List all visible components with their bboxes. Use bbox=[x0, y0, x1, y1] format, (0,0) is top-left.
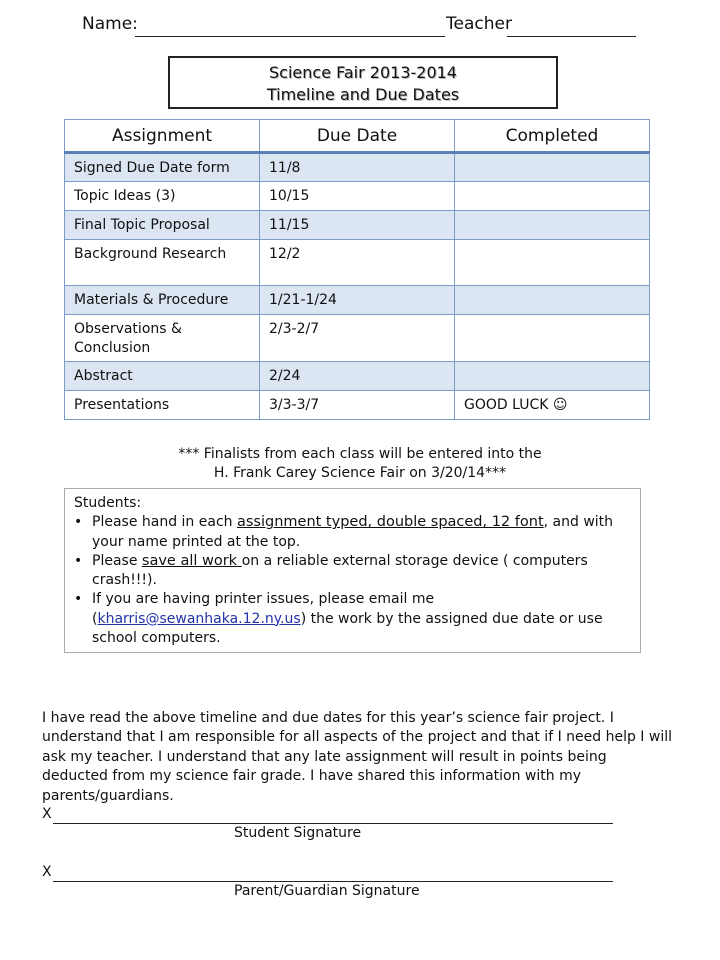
teacher-blank[interactable] bbox=[507, 36, 636, 37]
table-row bbox=[65, 182, 650, 211]
assignment-cell: Final Topic Proposal bbox=[65, 211, 260, 240]
student-signature-mark: X bbox=[42, 806, 52, 822]
completed-cell[interactable] bbox=[455, 315, 650, 362]
assignment-cell: Observations & Conclusion bbox=[65, 315, 260, 362]
parent-signature-line[interactable] bbox=[53, 881, 613, 882]
title-line-1: Science Fair 2013-2014 bbox=[269, 63, 457, 82]
table-row bbox=[65, 362, 650, 391]
title-line-2: Timeline and Due Dates bbox=[266, 85, 460, 104]
completed-cell[interactable] bbox=[455, 153, 650, 182]
table-row bbox=[65, 286, 650, 315]
due-date-cell: 10/15 bbox=[260, 182, 455, 211]
title-box bbox=[168, 56, 558, 109]
student-signature-line[interactable] bbox=[53, 823, 613, 824]
table-row bbox=[65, 211, 650, 240]
completed-cell[interactable]: GOOD LUCK ☺ bbox=[455, 391, 650, 420]
email-link[interactable]: kharris@sewanhaka.12.ny.us bbox=[97, 610, 301, 627]
finalists-note bbox=[100, 445, 620, 483]
table-row bbox=[65, 315, 650, 362]
due-date-cell: 3/3-3/7 bbox=[260, 391, 455, 420]
due-date-cell: 2/3-2/7 bbox=[260, 315, 455, 362]
assignment-cell: Topic Ideas (3) bbox=[65, 182, 260, 211]
assignment-cell: Abstract bbox=[65, 362, 260, 391]
due-date-cell: 11/8 bbox=[260, 153, 455, 182]
due-date-cell: 12/2 bbox=[260, 240, 455, 286]
column-header-assignment: Assignment bbox=[65, 120, 260, 153]
assignment-cell: Presentations bbox=[65, 391, 260, 420]
completed-cell[interactable] bbox=[455, 286, 650, 315]
header-line bbox=[82, 14, 642, 40]
item-text: on a reliable external storage device ( computers crash!!!). bbox=[92, 552, 588, 589]
name-blank[interactable] bbox=[135, 36, 445, 37]
completed-cell[interactable] bbox=[455, 362, 650, 391]
item-emphasis: assignment typed, double spaced, 12 font bbox=[236, 514, 544, 531]
instructions-list bbox=[74, 513, 631, 648]
item-text: , and with your name printed at the top. bbox=[92, 514, 614, 550]
completed-cell[interactable] bbox=[455, 240, 650, 286]
name-label: Name: bbox=[82, 14, 138, 34]
item-text: If you are having printer issues, please email me ( bbox=[92, 591, 435, 627]
parent-signature-mark: X bbox=[42, 864, 52, 880]
completed-cell[interactable] bbox=[455, 182, 650, 211]
due-date-cell: 11/15 bbox=[260, 211, 455, 240]
students-instructions-box bbox=[64, 488, 641, 653]
student-signature-label: Student Signature bbox=[234, 825, 362, 841]
parent-signature-label: Parent/Guardian Signature bbox=[234, 883, 420, 899]
column-header-completed: Completed bbox=[455, 120, 650, 153]
due-date-cell: 1/21-1/24 bbox=[260, 286, 455, 315]
students-heading: Students: bbox=[74, 495, 142, 511]
assignment-cell: Materials & Procedure bbox=[65, 286, 260, 315]
assignment-cell: Background Research bbox=[65, 240, 260, 286]
finalists-line-1: *** Finalists from each class will be entered into the bbox=[178, 446, 542, 462]
item-text: Please bbox=[92, 552, 142, 569]
table-row bbox=[65, 391, 650, 420]
table-row bbox=[65, 240, 650, 286]
teacher-label: Teacher bbox=[446, 14, 512, 34]
list-item bbox=[74, 552, 631, 591]
list-item bbox=[74, 513, 631, 552]
table-header-row bbox=[65, 120, 650, 153]
bullet-icon: • bbox=[74, 514, 83, 531]
due-date-cell: 2/24 bbox=[260, 362, 455, 391]
completed-cell[interactable] bbox=[455, 211, 650, 240]
table-row bbox=[65, 153, 650, 182]
column-header-due-date: Due Date bbox=[260, 120, 455, 153]
bullet-icon: • bbox=[74, 552, 83, 569]
item-text: ) the work by the assigned due date or use school computers. bbox=[92, 610, 603, 647]
assignment-cell: Signed Due Date form bbox=[65, 153, 260, 182]
list-item bbox=[74, 590, 631, 648]
bullet-icon: • bbox=[74, 591, 83, 608]
acknowledgement-statement: I have read the above timeline and due dates for this year’s science fair project. I understand that I am responsible for all aspects of the project and that if I need help I will ask my teacher. I understand that any late assignment will result in points being deducted from my science fair grade. I have shared this information with my parents/guardians. bbox=[42, 710, 672, 804]
finalists-line-2: H. Frank Carey Science Fair on 3/20/14*** bbox=[213, 465, 507, 481]
item-emphasis: save all work bbox=[141, 552, 242, 569]
timeline-table bbox=[64, 119, 650, 420]
item-text: Please hand in each bbox=[92, 514, 237, 531]
